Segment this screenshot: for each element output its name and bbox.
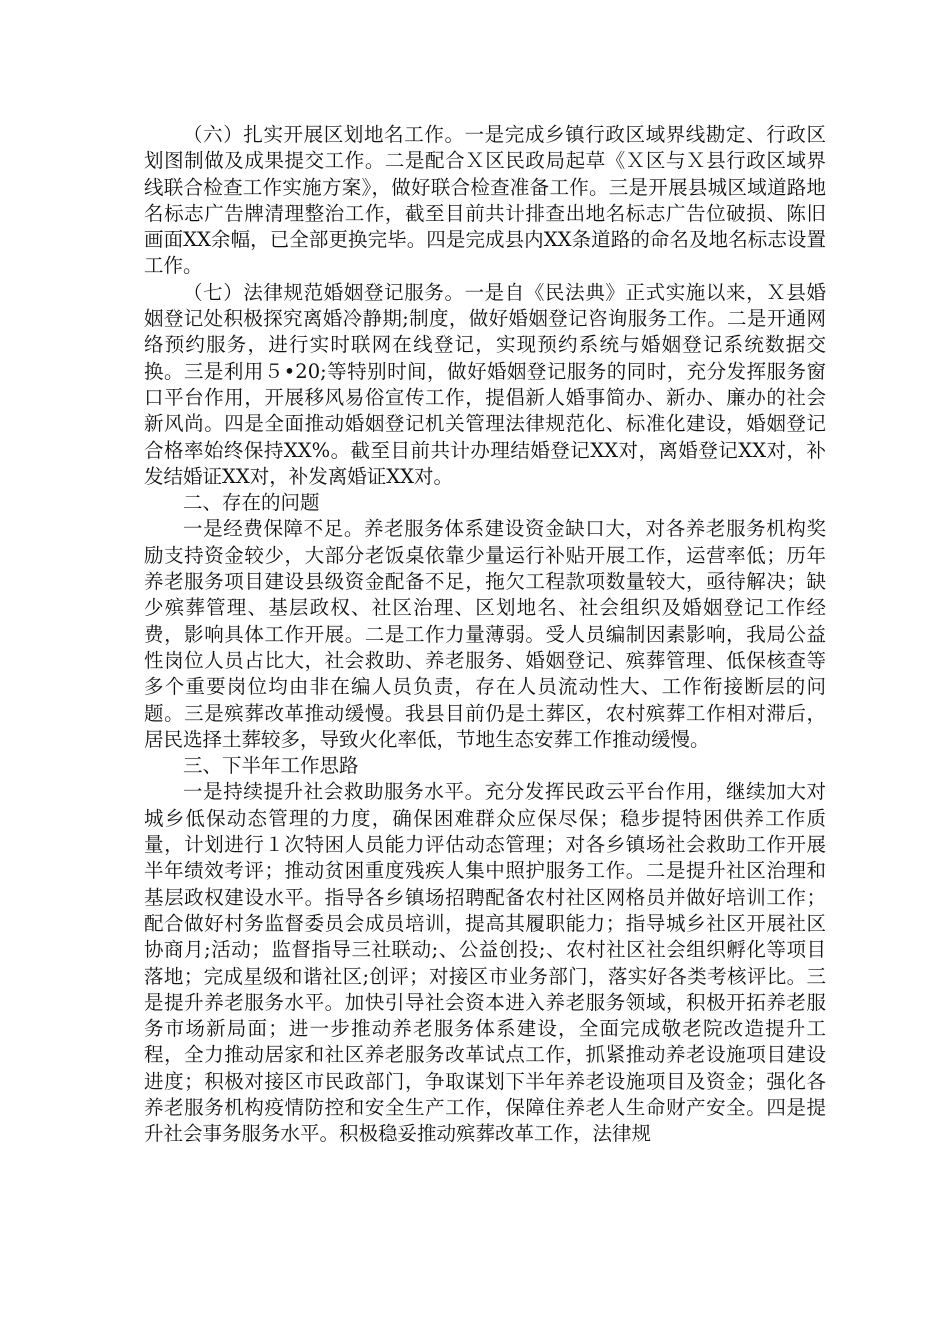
paragraph-problems: 一是经费保障不足。养老服务体系建设资金缺口大，对各养老服务机构奖励支持资金较少，大部分老饭桌依靠少量运行补贴开展工作，运营率低；历年养老服务项目建设县级资金配备不足，拖欠工程款项数量较大，亟待解决；缺少殡葬管理、基层政权、社区治理、区划地名、社会组织及婚姻登记工作经费，影响具体工作开展。二是工作力量薄弱。受人员编制因素影响，我局公益性岗位人员占比大，社会救助、养老服务、婚姻登记、殡葬管理、低保核查等多个重要岗位均由非在编人员负责，存在人员流动性大、工作衔接断层的问题。三是殡葬改革推动缓慢。我县目前仍是土葬区，农村殡葬工作相对滞后，居民选择土葬较多，导致火化率低，节地生态安葬工作推动缓慢。 xyxy=(144,517,826,751)
section-heading-plans: 三、下半年工作思路 xyxy=(183,754,359,778)
section-heading-problems: 二、存在的问题 xyxy=(183,491,320,515)
paragraph-district-naming: （六）扎实开展区划地名工作。一是完成乡镇行政区域界线勘定、行政区划图制做及成果提交工作。二是配合Ｘ区民政局起草《Ｘ区与Ｘ县行政区域界线联合检查工作实施方案》，做好联合检查准备工作。三是开展县城区域道路地名标志广告牌清理整治工作，截至目前共计排查出地名标志广告位破损、陈旧画面XX余幅，已全部更换完毕。四是完成县内XX条道路的命名及地名标志设置工作。 xyxy=(144,123,826,278)
paragraph-plans: 一是持续提升社会救助服务水平。充分发挥民政云平台作用，继续加大对城乡低保动态管理的力度，确保困难群众应保尽保；稳步提特困供养工作质量，计划进行１次特困人员能力评估动态管理；对各乡镇场社会救助工作开展半年绩效考评；推动贫困重度残疾人集中照护服务工作。二是提升社区治理和基层政权建设水平。指导各乡镇场招聘配备农村社区网格员并做好培训工作；配合做好村务监督委员会成员培训，提高其履职能力；指导城乡社区开展社区协商月;活动；监督指导三社联动;、公益创投;、农村社区社会组织孵化等项目落地；完成星级和谐社区;创评；对接区市业务部门，落实好各类考核评比。三是提升养老服务水平。加快引导社会资本进入养老服务领域，积极开拓养老服务市场新局面；进一步推动养老服务体系建设，全面完成敬老院改造提升工程，全力推动居家和社区养老服务改革试点工作，抓紧推动养老设施项目建设进度；积极对接区市民政部门，争取谋划下半年养老设施项目及资金；强化各养老服务机构疫情防控和安全生产工作，保障住养老人生命财产安全。四是提升社会事务服务水平。积极稳妥推动殡葬改革工作，法律规 xyxy=(144,780,826,1146)
paragraph-marriage-registration: （七）法律规范婚姻登记服务。一是自《民法典》正式实施以来，Ｘ县婚姻登记处积极探究离婚冷静期;制度，做好婚姻登记咨询服务工作。二是开通网络预约服务，进行实时联网在线登记，实现预约系统与婚姻登记系统数据交换。三是利用５•20;等特别时间，做好婚姻登记服务的同时，充分发挥服务窗口平台作用，开展移风易俗宣传工作，提倡新人婚事简办、新办、廉办的社会新风尚。四是全面推动婚姻登记机关管理法律规范化、标准化建设，婚姻登记合格率始终保持XX%。截至目前共计办理结婚登记XX对，离婚登记XX对，补发结婚证XX对，补发离婚证XX对。 xyxy=(144,280,826,488)
document-body xyxy=(144,122,826,1148)
